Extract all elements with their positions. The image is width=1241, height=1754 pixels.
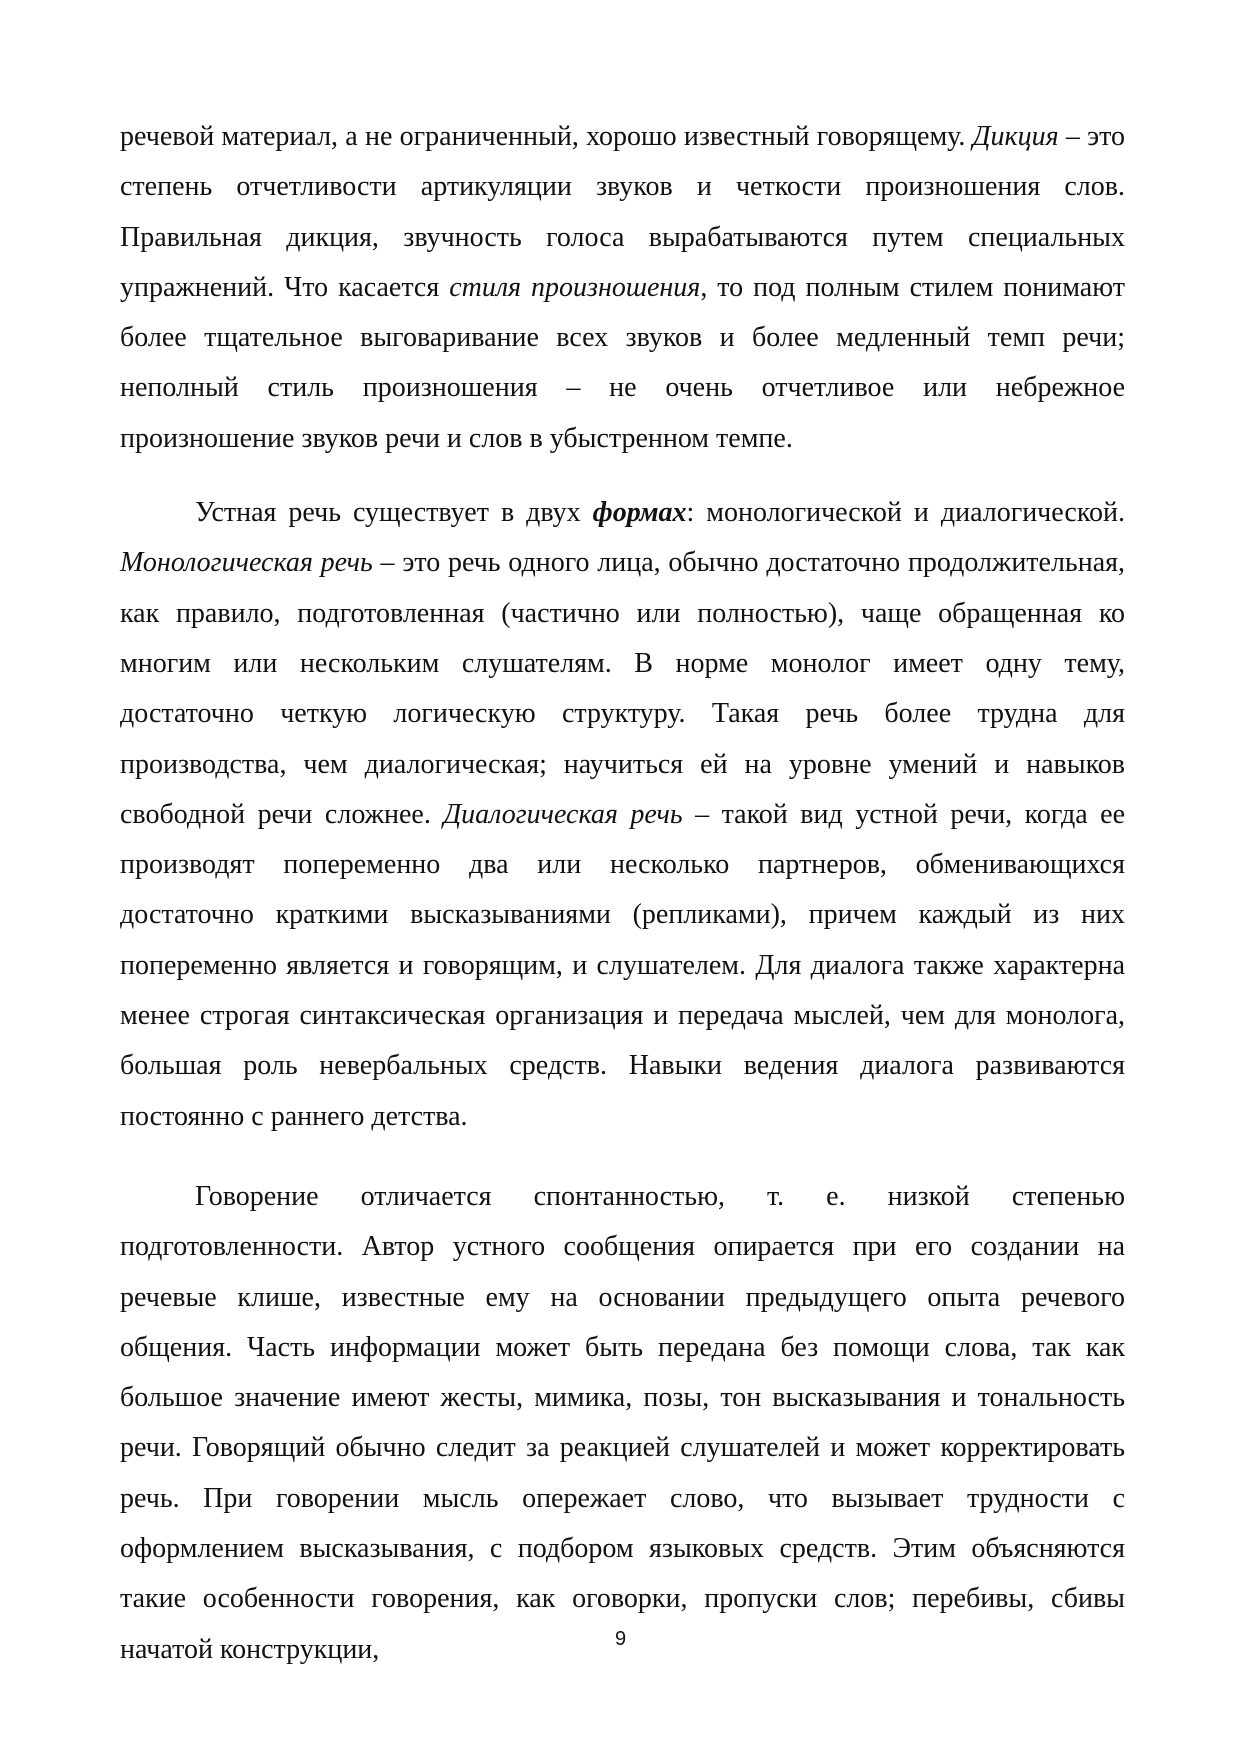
term-diction: Дикция [972, 121, 1059, 152]
paragraph-text: – такой вид устной речи, когда ее производят попеременно два или несколько партнеров, обменивающихся достаточно краткими высказываниями (репликами), причем каждый из них попеременно является и говорящим, и слушателем. Для диалога также характерна менее строгая синтаксическая организация и передача мыслей, чем для монолога, большая роль невербальных средств. Навыки ведения диалога развиваются постоянно с раннего детства. [120, 798, 1125, 1132]
paragraph-diction [120, 112, 1125, 464]
term-dialogue: Диалогическая речь [443, 798, 683, 830]
paragraph-text: Говорение отличается спонтанностью, т. е. низкой степенью подготовленности. Автор устного сообщения опирается при его создании на речевые клише, известные ему на основании предыдущего опыта речевого общения. Часть информации может быть передана без помощи слова, так как большое значение имеют жесты, мимика, позы, тон высказывания и тональность речи. Говорящий обычно следит за реакцией слушателей и может корректировать речь. При говорении мысль опережает слово, что вызывает трудности с оформлением высказывания, с подбором языковых средств. Этим объясняются такие особенности говорения, как оговорки, пропуски слов; перебивы, сбивы начатой конструкции, [120, 1180, 1125, 1665]
term-pronunciation-style: стиля произношения [449, 271, 701, 303]
paragraph-text: Устная речь существует в двух [195, 497, 593, 529]
body-text [120, 112, 1125, 1675]
paragraph-text: – это речь одного лица, обычно достаточно продолжительная, как правило, подготовленная (частично или полностью), чаще обращенная ко многим или нескольким слушателям. В норме монолог имеет одну тему, достаточно четкую логическую структуру. Такая речь более трудна для производства, чем диалогическая; научиться ей на уровне умений и навыков свободной речи сложнее. [120, 547, 1125, 830]
paragraph-speech-forms [120, 488, 1125, 1142]
page-number: 9 [614, 1628, 627, 1650]
paragraph-text: – это степень отчетливости артикуляции звуков и четкости произношения слов. Правильная дикция, звучность голоса вырабатываются путем специальных упражнений. Что касается [120, 121, 1126, 303]
term-monologue: Монологическая речь [120, 547, 373, 579]
paragraph-text: , то под полным стилем понимают более тщательное выговаривание всех звуков и более медленный темп речи; неполный стиль произношения – не очень отчетливое или небрежное произношение звуков речи и слов в убыстренном темпе. [120, 271, 1125, 454]
paragraph-speaking [120, 1172, 1125, 1675]
paragraph-text: речевой материал, а не ограниченный, хорошо известный говорящему. [120, 121, 973, 152]
term-forms: формах [592, 497, 687, 529]
paragraph-text: : монологической и диалогической. [686, 497, 1125, 529]
